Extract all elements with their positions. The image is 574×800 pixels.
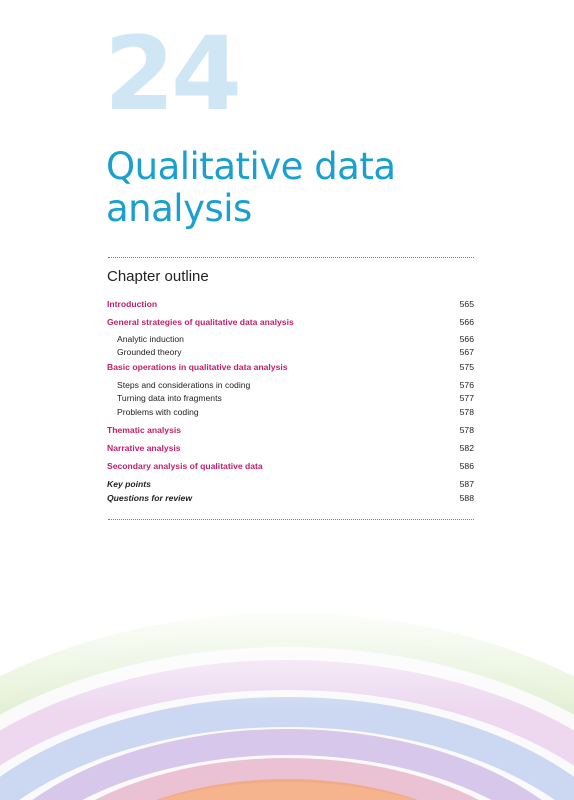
- toc-entry: [107, 347, 474, 357]
- toc-entry-page: 588: [459, 493, 474, 503]
- toc-entry-label: Questions for review: [107, 493, 193, 503]
- toc-entry-label: Basic operations in qualitative data analysis: [107, 362, 288, 372]
- toc-entry: [107, 443, 474, 453]
- toc-entry-label: Grounded theory: [117, 347, 182, 357]
- toc-entry: [107, 479, 474, 489]
- toc-entry: [107, 362, 474, 372]
- decorative-arcs-graphic: [0, 600, 574, 800]
- toc-entry-page: 586: [459, 461, 474, 471]
- toc-entry-page: 587: [459, 479, 474, 489]
- toc-entry: [107, 425, 474, 435]
- bottom-dotted-divider: [108, 519, 474, 520]
- toc-entry-label: Narrative analysis: [107, 443, 181, 453]
- toc-entry-page: 566: [459, 334, 474, 344]
- toc-entry: [107, 317, 474, 327]
- toc-entry: [107, 380, 474, 390]
- toc-entry-label: Steps and considerations in coding: [117, 380, 251, 390]
- toc-entry-page: 565: [459, 299, 474, 309]
- toc-entry-label: Turning data into fragments: [117, 393, 222, 403]
- toc-entry-page: 567: [459, 347, 474, 357]
- toc-entry-label: Key points: [107, 479, 151, 489]
- toc-entry-page: 578: [459, 425, 474, 435]
- chapter-title: Qualitative data analysis: [106, 145, 396, 230]
- toc-entry-page: 577: [459, 393, 474, 403]
- toc-entry-page: 578: [459, 407, 474, 417]
- toc-entry: [107, 334, 474, 344]
- toc-entry-label: General strategies of qualitative data analysis: [107, 317, 294, 327]
- toc-entry-page: 576: [459, 380, 474, 390]
- toc-entry-page: 582: [459, 443, 474, 453]
- toc-entry: [107, 407, 474, 417]
- toc-entry-label: Secondary analysis of qualitative data: [107, 461, 263, 471]
- toc-entry: [107, 299, 474, 309]
- toc-entry: [107, 493, 474, 503]
- toc-entry-label: Analytic induction: [117, 334, 184, 344]
- toc-entry-page: 575: [459, 362, 474, 372]
- toc-entry-page: 566: [459, 317, 474, 327]
- chapter-number: 24: [104, 15, 238, 134]
- toc-entry-label: Thematic analysis: [107, 425, 182, 435]
- toc-entry: [107, 461, 474, 471]
- toc-entry: [107, 393, 474, 403]
- top-dotted-divider: [108, 257, 474, 258]
- toc-entry-label: Introduction: [107, 299, 158, 309]
- toc-entry-label: Problems with coding: [117, 407, 199, 417]
- chapter-outline-heading: Chapter outline: [107, 268, 209, 285]
